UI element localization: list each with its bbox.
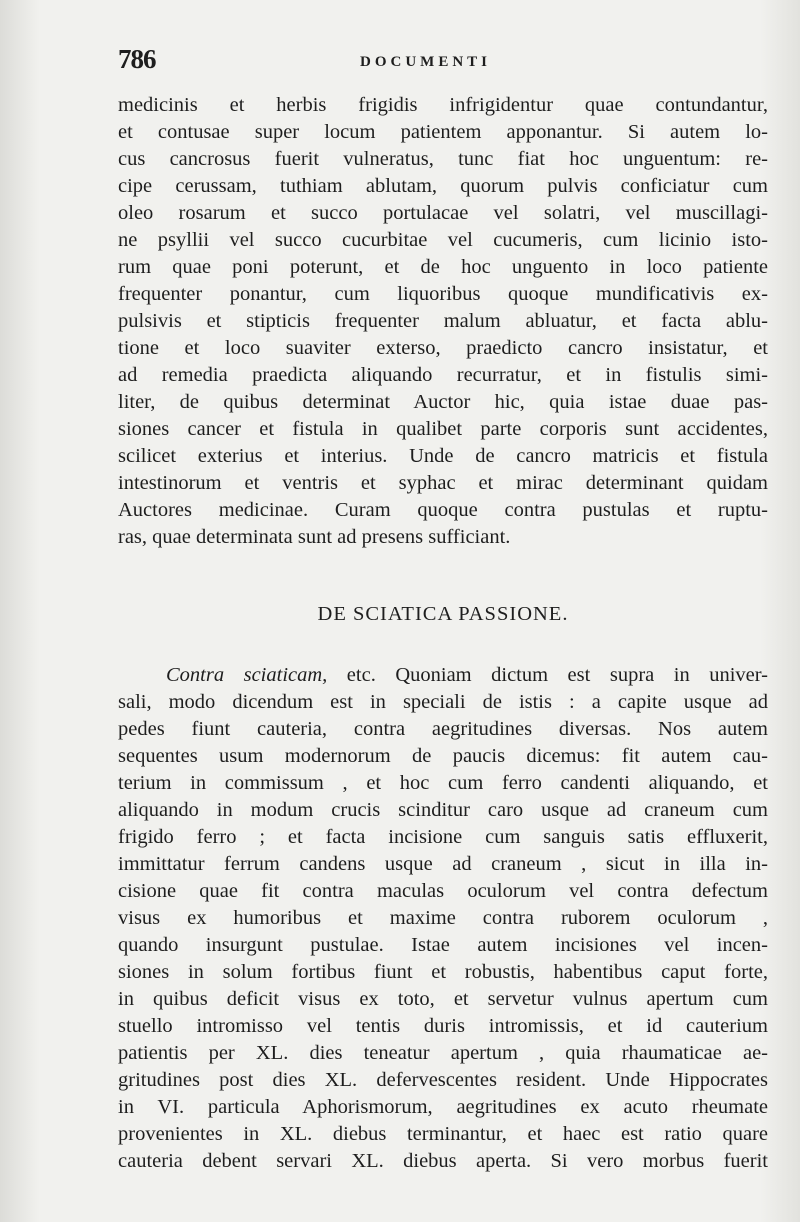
text-line: intestinorum et ventris et syphac et mirac determinant quidam (118, 472, 768, 494)
text-line: ne psyllii vel succo cucurbitae vel cucumeris, cum licinio isto- (118, 229, 768, 251)
text-line: quando insurgunt pustulae. Istae autem incisiones vel incen- (118, 934, 768, 956)
paragraph-1 (118, 92, 768, 551)
text-line: stuello intromisso vel tentis duris intromissis, et id cauterium (118, 1015, 768, 1037)
text-line: oleo rosarum et succo portulacae vel solatri, vel muscillagi- (118, 202, 768, 224)
text-line: tione et loco suaviter exterso, praedicto cancro insistatur, et (118, 337, 768, 359)
text-line: scilicet exterius et interius. Unde de cancro matricis et fistula (118, 445, 768, 467)
text-line: terium in commissum , et hoc cum ferro candenti aliquando, et (118, 772, 768, 794)
text-line: visus ex humoribus et maxime contra ruborem oculorum , (118, 907, 768, 929)
text-line: cauteria debent servari XL. diebus aperta. Si vero morbus fuerit (118, 1150, 768, 1172)
text-line: ras, quae determinata sunt ad presens sufficiant. (118, 526, 511, 548)
page-number: 786 (118, 44, 156, 74)
text-line: Auctores medicinae. Curam quoque contra pustulas et ruptu- (118, 499, 768, 521)
running-title: DOCUMENTI (360, 54, 492, 70)
text-line: patientis per XL. dies teneatur apertum , quia rhaumaticae ae- (118, 1042, 768, 1064)
text-line: ad remedia praedicta aliquando recurratur, et in fistulis simi- (118, 364, 768, 386)
text-line: cipe cerussam, tuthiam ablutam, quorum pulvis conficiatur cum (118, 175, 768, 197)
text-line: gritudines post dies XL. defervescentes resident. Unde Hippocrates (118, 1069, 768, 1091)
text-line: pedes fiunt cauteria, contra aegritudines diversas. Nos autem (118, 718, 768, 740)
text-line: cus cancrosus fuerit vulneratus, tunc fiat hoc unguentum: re- (118, 148, 768, 170)
text-line: provenientes in XL. diebus terminantur, et haec est ratio quare (118, 1123, 768, 1145)
text-line: pulsivis et stipticis frequenter malum abluatur, et facta ablu- (118, 310, 768, 332)
text-line: sali, modo dicendum est in speciali de istis : a capite usque ad (118, 691, 768, 713)
lead-in-text: Contra sciaticam, (166, 664, 328, 686)
text-line: immittatur ferrum candens usque ad craneum , sicut in illa in- (118, 853, 768, 875)
text-line: et contusae super locum patientem apponantur. Si autem lo- (118, 121, 768, 143)
first-line-text: etc. Quoniam dictum est supra in univer- (327, 664, 768, 686)
text-line: aliquando in modum crucis scinditur caro usque ad craneum cum (118, 799, 768, 821)
text-line: in quibus deficit visus ex toto, et servetur vulnus apertum cum (118, 988, 768, 1010)
text-line: medicinis et herbis frigidis infrigidentur quae contundantur, (118, 94, 768, 116)
paragraph-2 (118, 662, 768, 1175)
text-line: rum quae poni poterunt, et de hoc unguento in loco patiente (118, 256, 768, 278)
text-line: liter, de quibus determinat Auctor hic, quia istae duae pas- (118, 391, 768, 413)
text-line: siones in solum fortibus fiunt et robustis, habentibus caput forte, (118, 961, 768, 983)
text-line: sequentes usum modernorum de paucis dicemus: fit autem cau- (118, 745, 768, 767)
text-line: in VI. particula Aphorismorum, aegritudines ex acuto rheumate (118, 1096, 768, 1118)
running-head (118, 44, 768, 84)
text-line: cisione quae fit contra maculas oculorum vel contra defectum (118, 880, 768, 902)
text-line: frigido ferro ; et facta incisione cum sanguis satis effluxerit, (118, 826, 768, 848)
section-heading: DE SCIATICA PASSIONE. (317, 603, 569, 625)
text-line-first (118, 662, 768, 689)
text-line: siones cancer et fistula in qualibet parte corporis sunt accidentes, (118, 418, 768, 440)
text-line: frequenter ponantur, cum liquoribus quoque mundificativis ex- (118, 283, 768, 305)
